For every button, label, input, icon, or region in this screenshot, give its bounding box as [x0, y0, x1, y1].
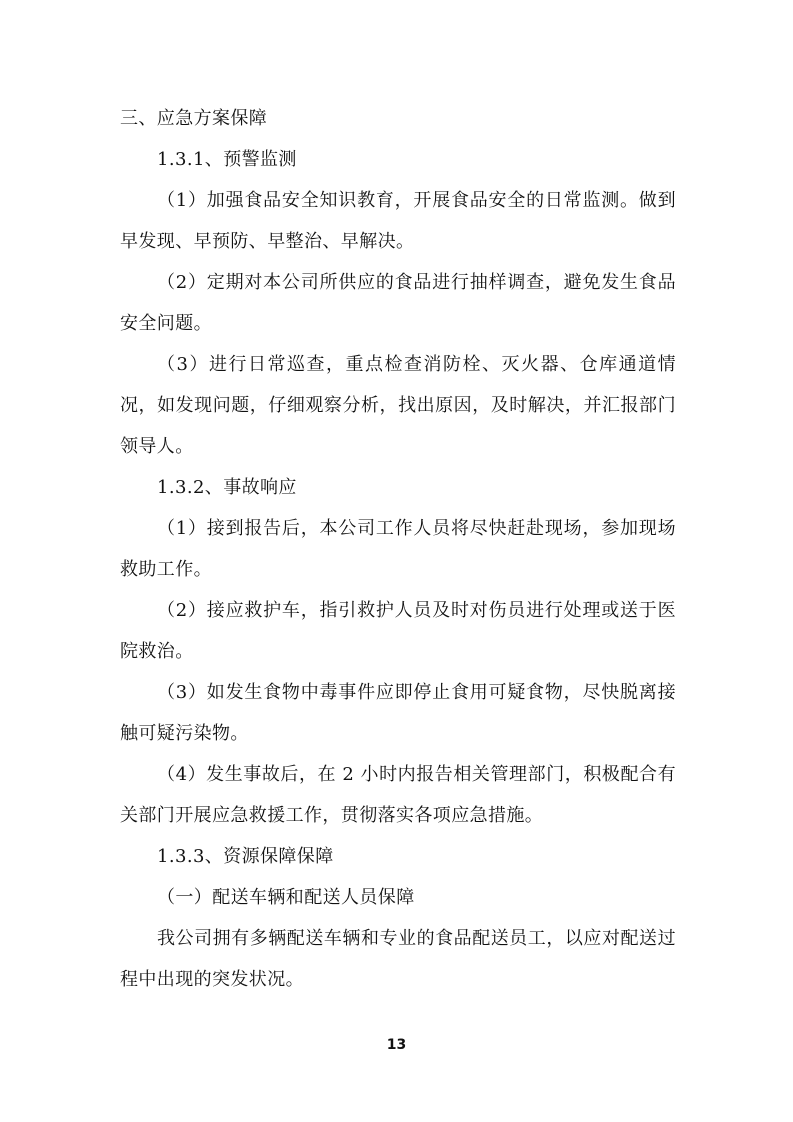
subsection-title-resource-support: 1.3.3、资源保障保障	[157, 846, 334, 867]
document-body	[120, 98, 676, 1000]
paragraph-item: （2）接应救护车，指引救护人员及时对伤员进行处理或送于医院救治。	[120, 600, 676, 662]
paragraph-item: （1）加强食品安全知识教育，开展食品安全的日常监测。做到早发现、早预防、早整治、早解决。	[120, 190, 676, 252]
subsection-title-incident-response: 1.3.2、事故响应	[157, 477, 297, 498]
paragraph-item: （1）接到报告后，本公司工作人员将尽快赶赴现场，参加现场救助工作。	[120, 518, 676, 580]
paragraph-item: （3）进行日常巡查，重点检查消防栓、灭火器、仓库通道情况，如发现问题，仔细观察分析，找出原因，及时解决，并汇报部门领导人。	[120, 354, 676, 457]
page-number: 13	[386, 1037, 407, 1053]
paragraph-item: （3）如发生食物中毒事件应即停止食用可疑食物，尽快脱离接触可疑污染物。	[120, 682, 676, 744]
paragraph-item: （2）定期对本公司所供应的食品进行抽样调查，避免发生食品安全问题。	[120, 272, 676, 334]
paragraph-body: 我公司拥有多辆配送车辆和专业的食品配送员工，以应对配送过程中出现的突发状况。	[120, 928, 676, 990]
subsection-title-warning-monitoring: 1.3.1、预警监测	[157, 149, 297, 170]
paragraph-item: （4）发生事故后，在 2 小时内报告相关管理部门，积极配合有关部门开展应急救援工作，贯彻落实各项应急措施。	[120, 764, 676, 826]
subheading-vehicles-staff: （一）配送车辆和配送人员保障	[157, 887, 415, 908]
section-heading: 三、应急方案保障	[120, 108, 268, 129]
